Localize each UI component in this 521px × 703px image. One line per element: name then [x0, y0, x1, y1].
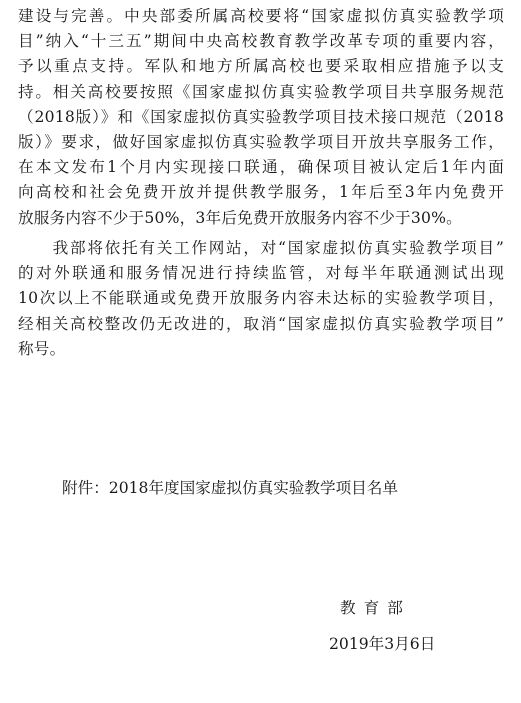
text-line: 持。相关高校要按照《国家虚拟仿真实验教学项目共享服务规范: [18, 82, 504, 101]
text-line: 放服务内容不少于50%，3年后免费开放服务内容不少于30%。: [18, 208, 462, 227]
text-line: 的对外联通和服务情况进行持续监管，对每半年联通测试出现: [18, 264, 504, 283]
issuer-signature: 教育部: [340, 599, 411, 617]
text-line: （2018版）》和《国家虚拟仿真实验教学项目技术接口规范（2018: [18, 107, 504, 126]
text-line: 称号。: [18, 339, 66, 358]
paragraph-supervision: [18, 236, 504, 362]
issue-date: 2019年3月6日: [329, 635, 436, 653]
text-line: 予以重点支持。军队和地方所属高校也要采取相应措施予以支: [18, 57, 504, 76]
text-line: 向高校和社会免费开放并提供教学服务，1年后至3年内免费开: [18, 183, 504, 202]
paragraph-requirements: [18, 4, 504, 231]
text-line: 10次以上不能联通或免费开放服务内容未达标的实验教学项目，: [18, 289, 504, 308]
text-line: 经相关高校整改仍无改进的，取消“国家虚拟仿真实验教学项目”: [18, 314, 504, 333]
text-line: 目”纳入“十三五”期间中央高校教育教学改革专项的重要内容，: [18, 32, 504, 51]
text-line: 建设与完善。中央部委所属高校要将“国家虚拟仿真实验教学项: [18, 7, 504, 25]
attachment-note: 附件：2018年度国家虚拟仿真实验教学项目名单: [62, 479, 398, 497]
text-line: 在本文发布1个月内实现接口联通，确保项目被认定后1年内面: [18, 158, 504, 177]
text-line: 我部将依托有关工作网站，对“国家虚拟仿真实验教学项目”: [18, 239, 504, 257]
text-line: 版）》要求，做好国家虚拟仿真实验教学项目开放共享服务工作，: [18, 133, 504, 152]
